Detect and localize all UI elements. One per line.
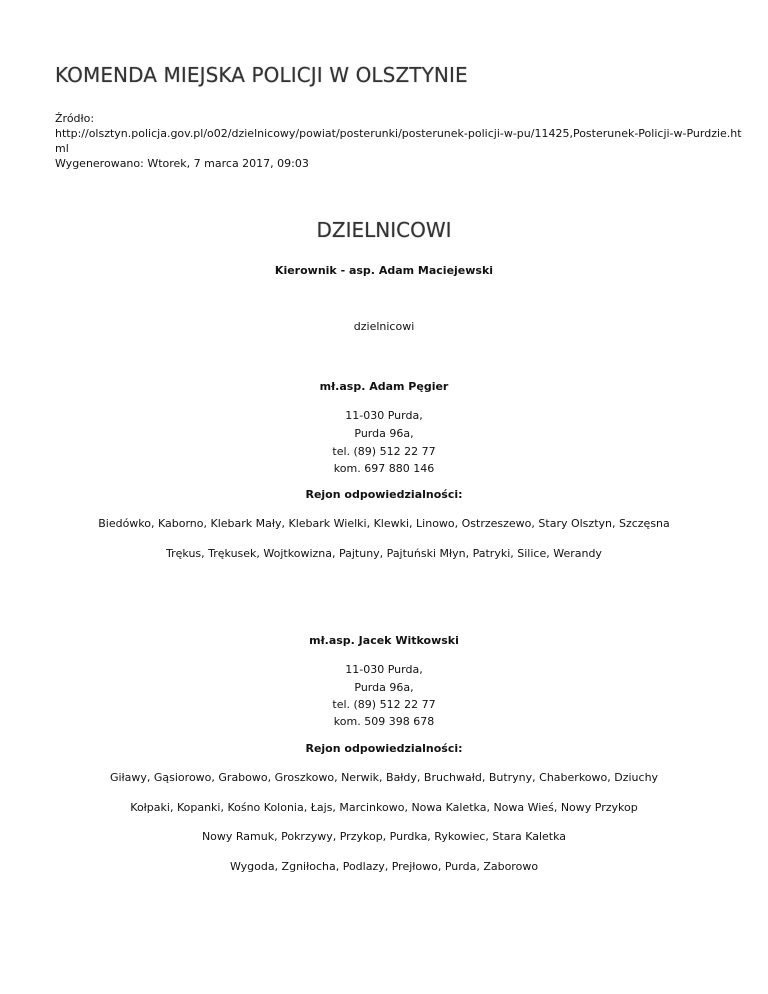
region-line: Giławy, Gąsiorowo, Grabowo, Groszkowo, Nerwik, Bałdy, Bruchwałd, Butryny, Chaberkowo, Dziuchy — [109, 771, 659, 784]
source-meta — [55, 111, 742, 171]
region-line: Nowy Ramuk, Pokrzywy, Przykop, Purdka, Rykowiec, Stara Kaletka — [201, 830, 567, 843]
source-label: Źródło: — [55, 112, 95, 125]
region-line: Biedówko, Kaborno, Klebark Mały, Klebark Wielki, Klewki, Linowo, Ostrzeszewo, Stary Olsztyn, Szczęsna — [98, 517, 670, 530]
officer-mobile: kom. 697 880 146 — [333, 462, 435, 475]
region-line: Wygoda, Zgniłocha, Podlazy, Prejłowo, Purda, Zaborowo — [229, 860, 539, 873]
region-label: Rejon odpowiedzialności: — [305, 488, 463, 501]
region-line: Kołpaki, Kopanki, Kośno Kolonia, Łajs, Marcinkowo, Nowa Kaletka, Nowa Wieś, Nowy Przykop — [130, 801, 638, 814]
region-line: Trękus, Trękusek, Wojtkowizna, Pajtuny, Pajtuński Młyn, Patryki, Silice, Werandy — [166, 547, 602, 560]
officer-phone: tel. (89) 512 22 77 — [332, 698, 436, 711]
officer-address-line2: Purda 96a, — [354, 681, 414, 694]
header-title: KOMENDA MIEJSKA POLICJI W OLSZTYNIE — [55, 63, 468, 87]
officer-address-line1: 11-030 Purda, — [345, 663, 423, 676]
officer-address-line2: Purda 96a, — [354, 427, 414, 440]
source-url-line2: ml — [55, 142, 69, 155]
officer-phone: tel. (89) 512 22 77 — [332, 445, 436, 458]
section-subtitle: dzielnicowi — [353, 320, 415, 333]
region-label: Rejon odpowiedzialności: — [305, 742, 463, 755]
officer-name: mł.asp. Jacek Witkowski — [309, 634, 459, 647]
manager-name: Kierownik - asp. Adam Maciejewski — [274, 264, 494, 277]
officer-address-line1: 11-030 Purda, — [345, 409, 423, 422]
section-title: DZIELNICOWI — [316, 218, 452, 242]
officer-mobile: kom. 509 398 678 — [333, 715, 435, 728]
officer-name: mł.asp. Adam Pęgier — [319, 380, 449, 393]
source-url-line1: http://olsztyn.policja.gov.pl/o02/dzielnicowy/powiat/posterunki/posterunek-policji-w-pu/11425,Posterunek-Policji-w-Purdzie.ht — [55, 127, 742, 140]
generated-date: Wygenerowano: Wtorek, 7 marca 2017, 09:03 — [55, 157, 309, 170]
